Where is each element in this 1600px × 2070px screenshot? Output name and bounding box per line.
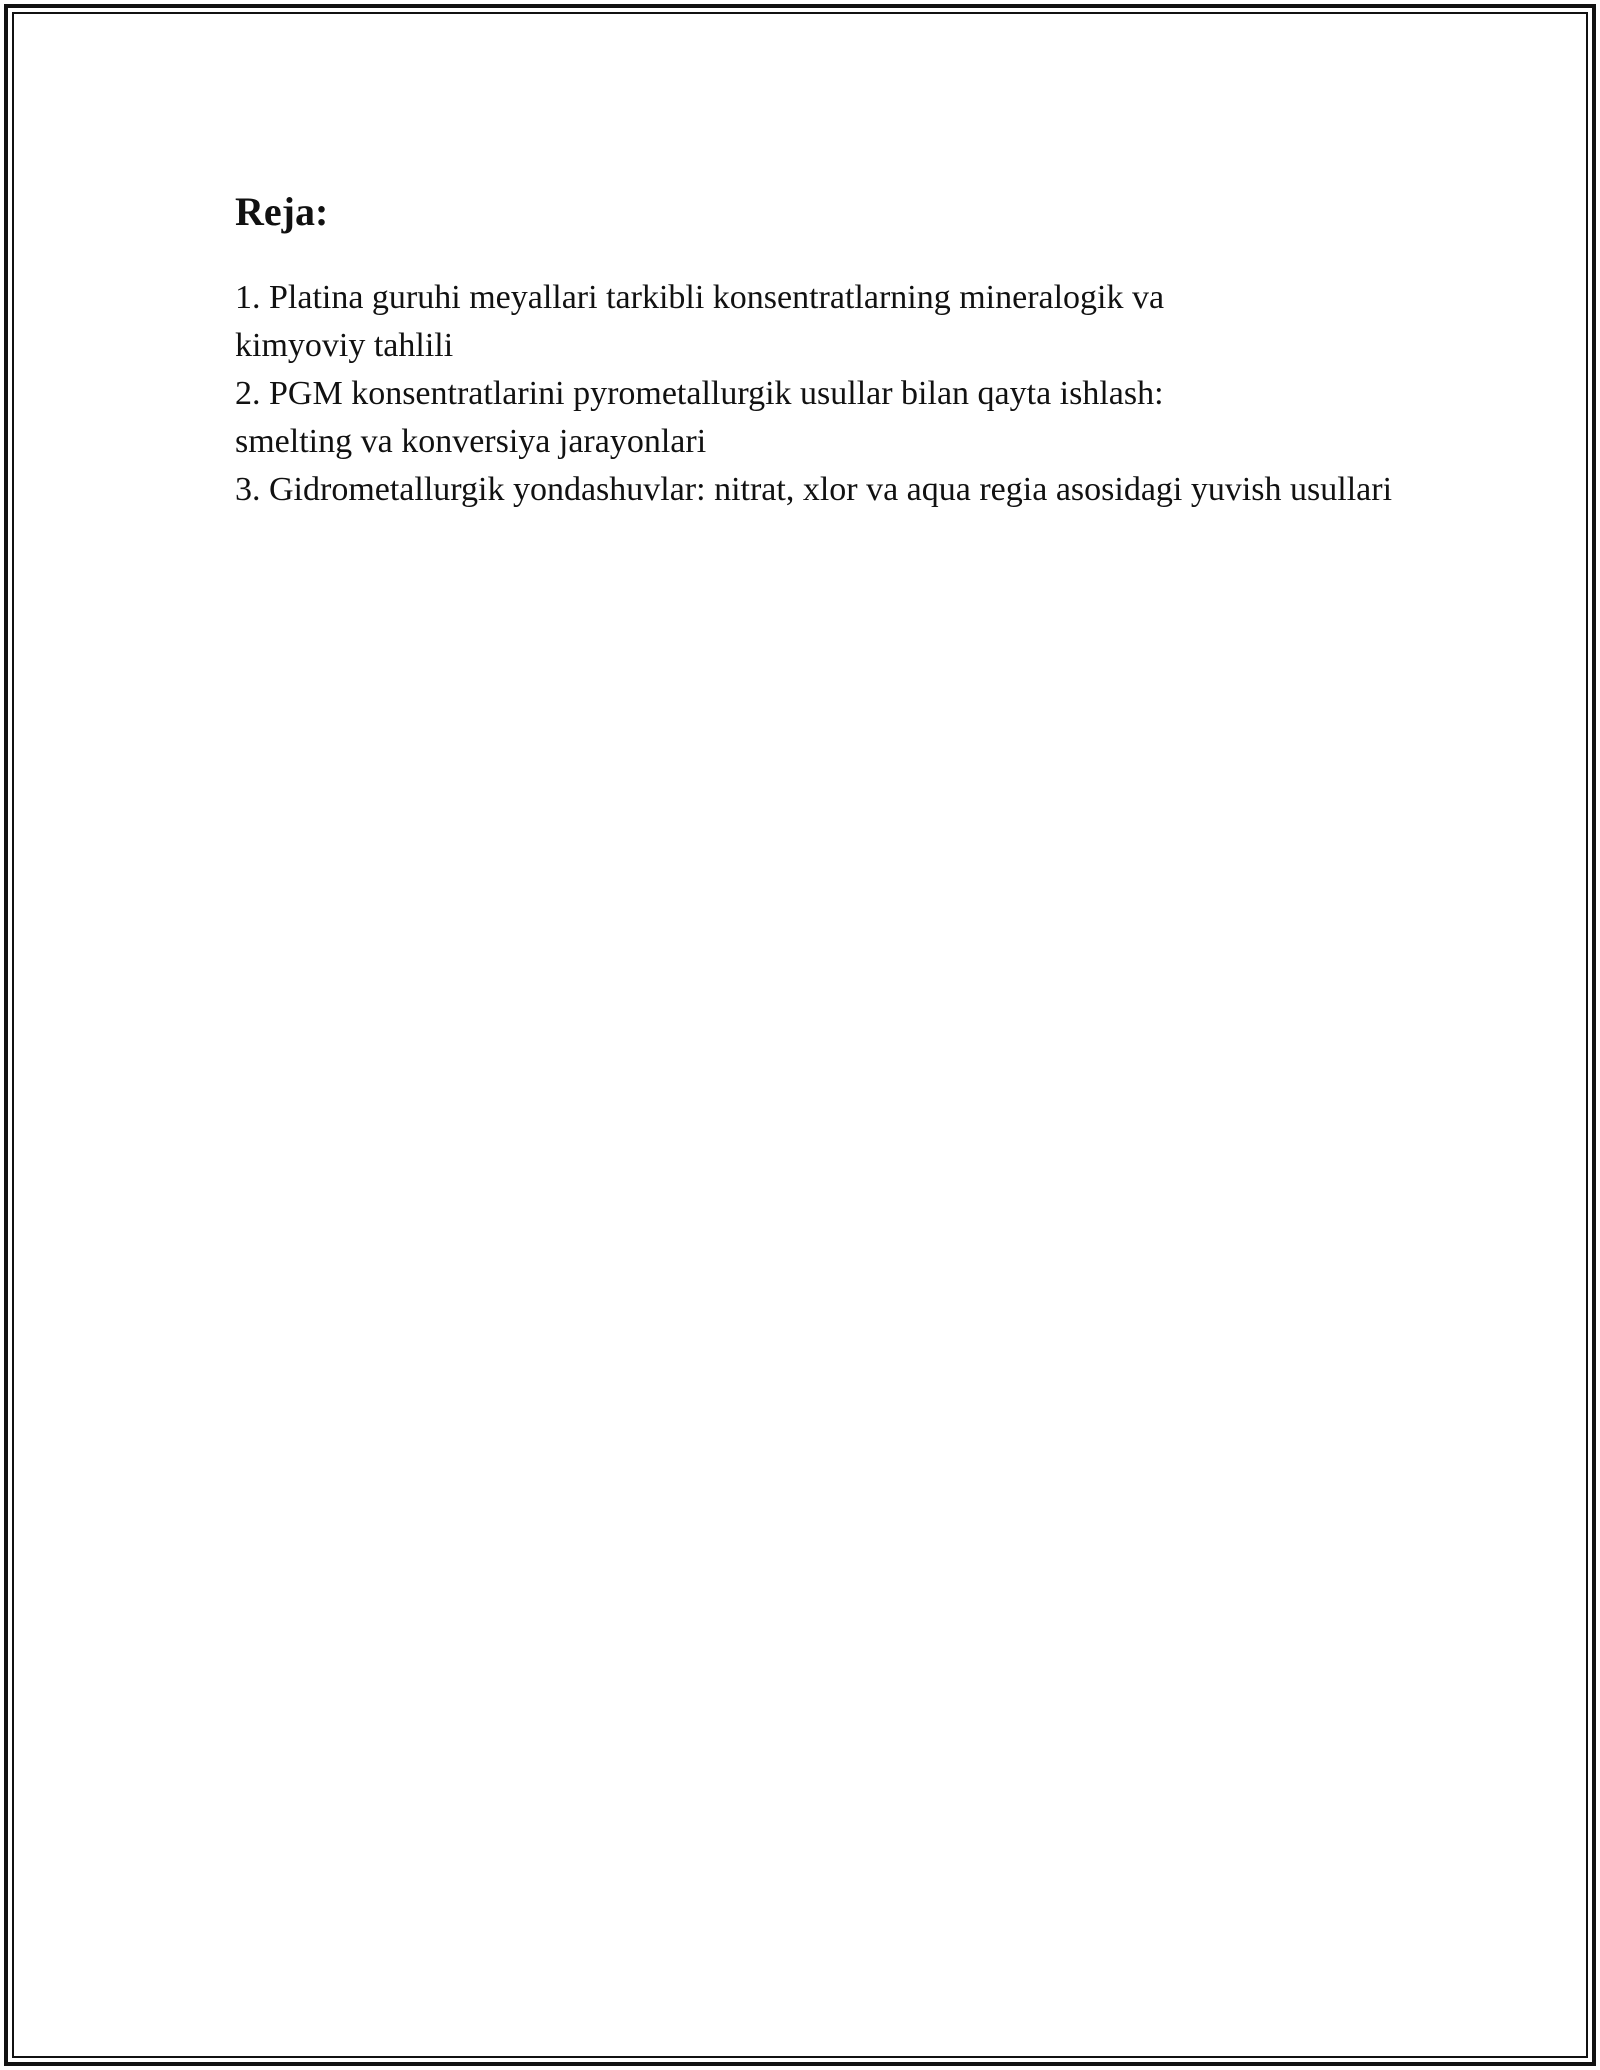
document-body	[235, 186, 1405, 514]
plan-list	[235, 274, 1405, 514]
plan-heading: Reja:	[235, 189, 329, 234]
plan-item-2: 2. PGM konsentratlarini pyrometallurgik usullar bilan qayta ishlash: smelting va konversiya jarayonlari	[235, 375, 1164, 460]
plan-item-3: 3. Gidrometallurgik yondashuvlar: nitrat, xlor va aqua regia asosidagi yuvish usullari	[235, 471, 1393, 508]
plan-item-1: 1. Platina guruhi meyallari tarkibli konsentratlarning mineralogik va kimyoviy tahlili	[235, 279, 1165, 364]
